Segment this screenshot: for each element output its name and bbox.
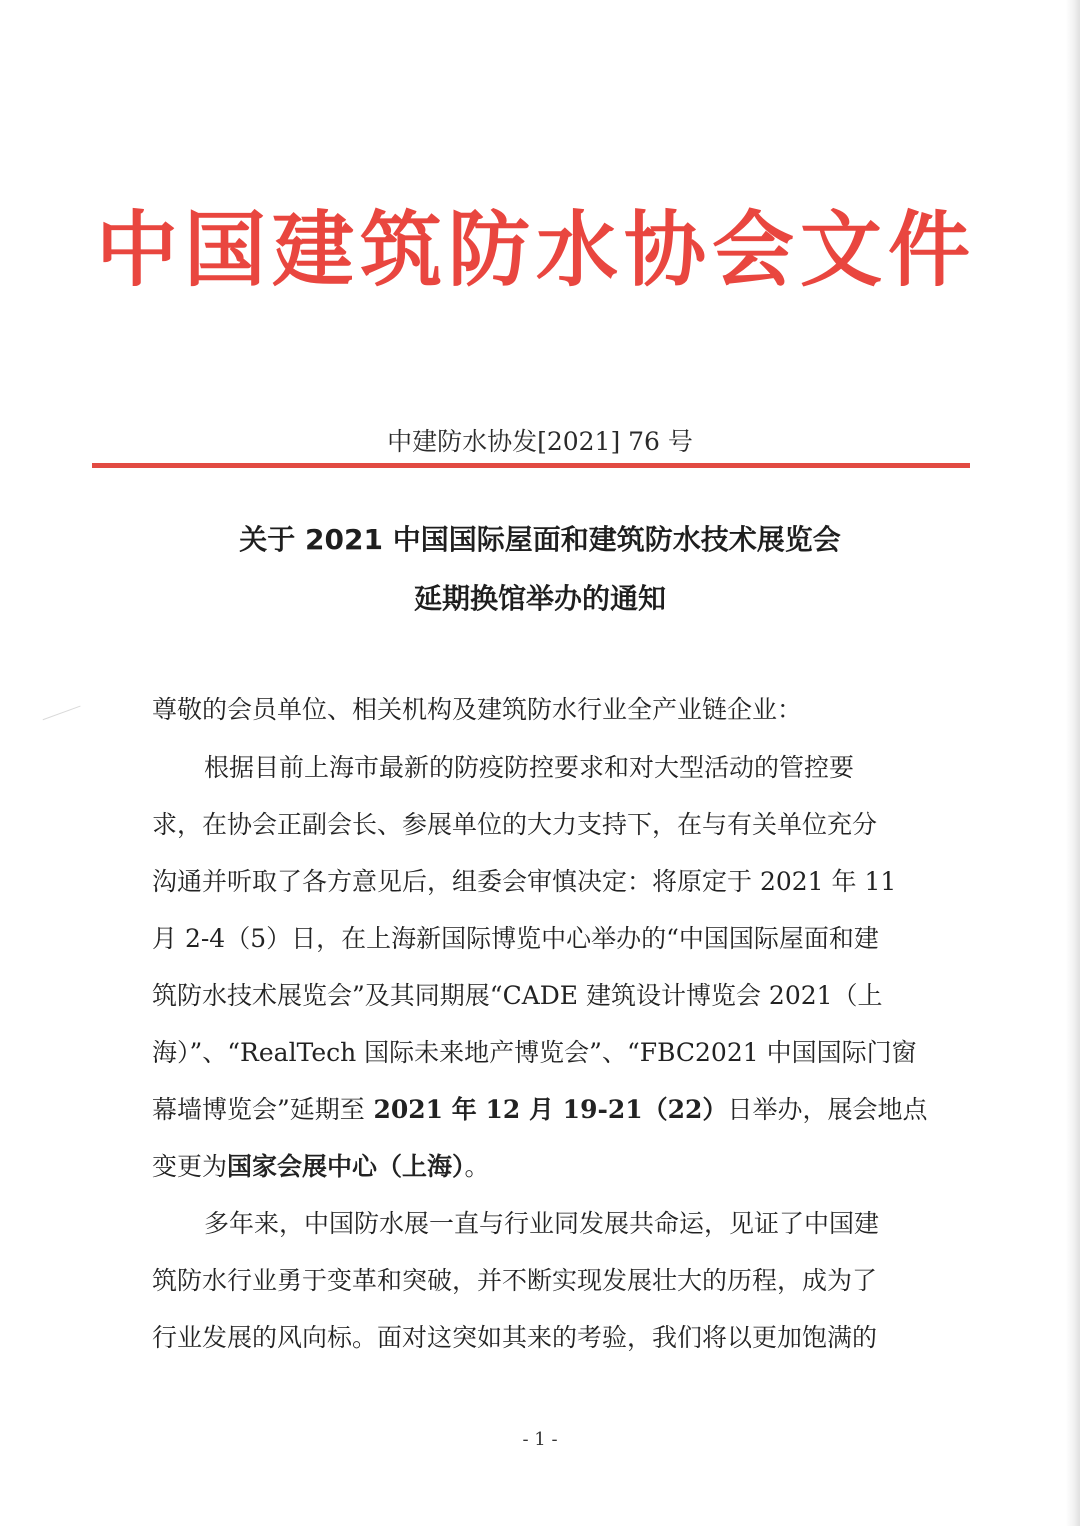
line-7-text: 幕墙博览会”延期至 — [152, 1095, 365, 1124]
line-7-suffix: 日举办，展会地点 — [727, 1095, 928, 1124]
paragraph-1-line-2: 求，在协会正副会长、参展单位的大力支持下，在与有关单位充分 — [152, 810, 878, 839]
line-8-suffix: 。 — [464, 1152, 490, 1181]
scan-artifact — [43, 706, 86, 734]
notice-title-line-2: 延期换馆举办的通知 — [413, 582, 666, 615]
new-date-bold: 2021 年 12 月 19-21（22） — [364, 1095, 728, 1124]
page-edge-shadow — [1066, 0, 1080, 1526]
masthead-title: 中国建筑防水协会文件 — [96, 203, 977, 298]
paragraph-2-line-2: 筑防水行业勇于变革和突破，并不断实现发展壮大的历程，成为了 — [152, 1266, 878, 1295]
paragraph-1-line-6: 海）”、“RealTech 国际未来地产博览会”、“FBC2021 中国国际门窗 — [152, 1038, 917, 1067]
new-venue-bold: 国家会展中心（上海） — [227, 1152, 465, 1181]
paragraph-2-line-1: 多年来，中国防水展一直与行业同发展共命运，见证了中国建 — [204, 1209, 880, 1238]
salutation: 尊敬的会员单位、相关机构及建筑防水行业全产业链企业： — [152, 695, 803, 724]
paragraph-1-line-7 — [152, 1092, 928, 1128]
notice-title-line-1: 关于 2021 中国国际屋面和建筑防水技术展览会 — [239, 523, 841, 556]
paragraph-1-line-1: 根据目前上海市最新的防疫防控要求和对大型活动的管控要 — [204, 753, 855, 782]
paragraph-2-line-3: 行业发展的风向标。面对这突如其来的考验，我们将以更加饱满的 — [152, 1323, 878, 1352]
paragraph-1-line-5: 筑防水技术展览会”及其同期展“CADE 建筑设计博览会 2021（上 — [152, 981, 883, 1010]
document-number: 中建防水协发[2021] 76 号 — [387, 427, 693, 456]
paragraph-1-line-3: 沟通并听取了各方意见后，组委会审慎决定：将原定于 2021 年 11 — [152, 867, 897, 896]
line-8-text: 变更为 — [152, 1152, 228, 1181]
page-number: - 1 - — [522, 1429, 558, 1450]
paragraph-1-line-8 — [152, 1149, 882, 1185]
red-divider-rule — [92, 463, 970, 468]
paragraph-1-line-4: 月 2-4（5）日，在上海新国际博览中心举办的“中国国际屋面和建 — [152, 924, 879, 953]
